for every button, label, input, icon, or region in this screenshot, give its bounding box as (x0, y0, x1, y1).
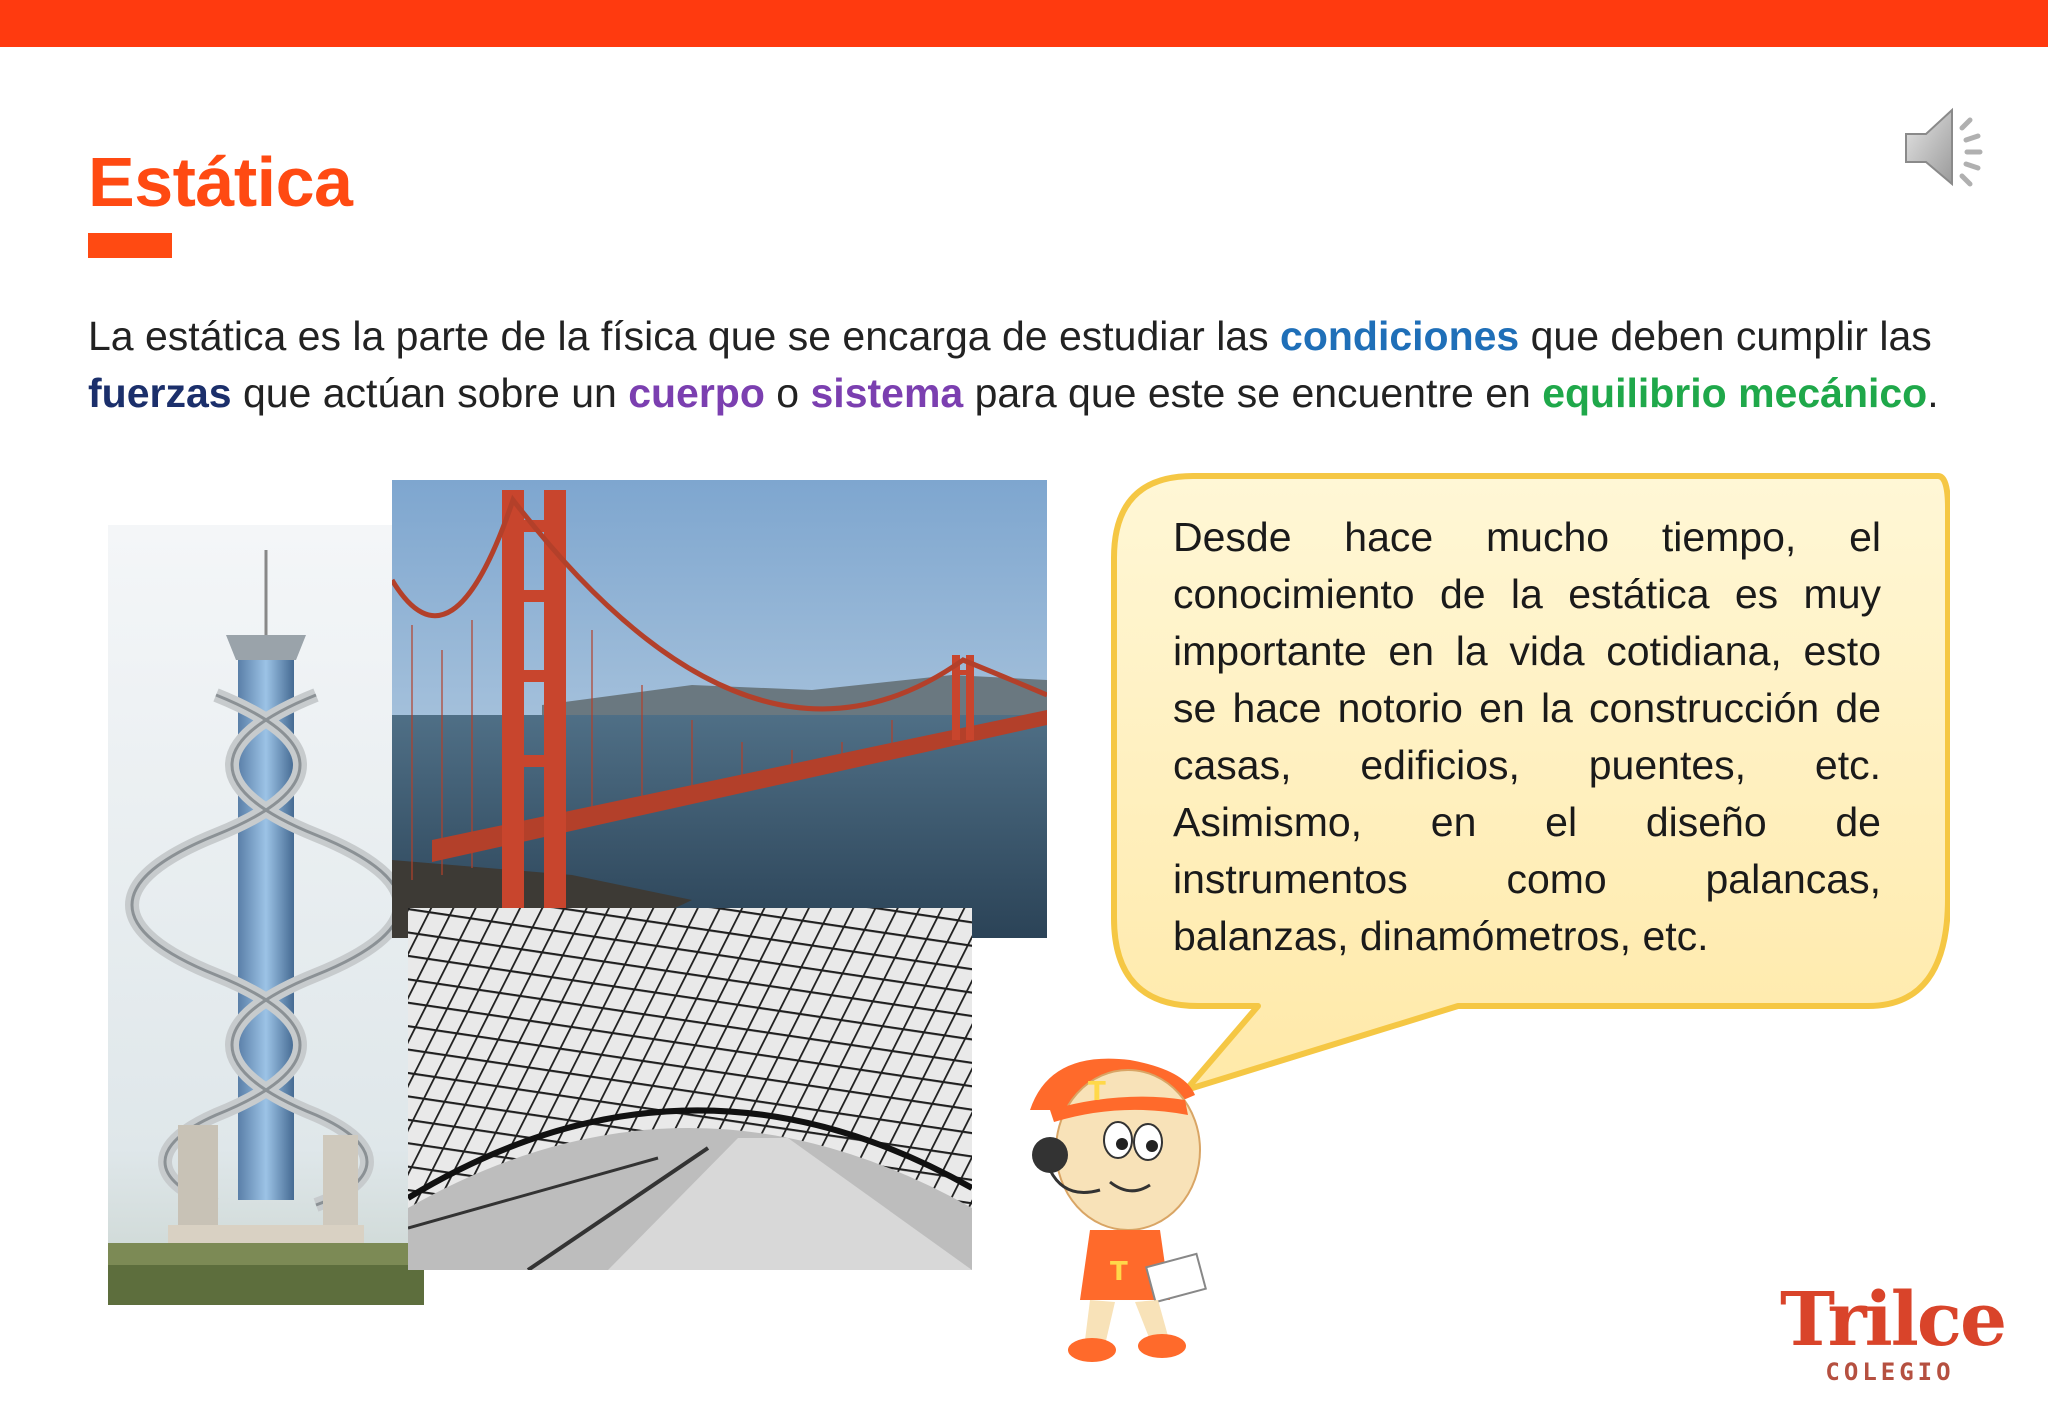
intro-text: que deben cumplir las (1519, 313, 1932, 359)
intro-text: . (1927, 370, 1939, 416)
bubble-text: Desde hace mucho tiempo, el conocimiento de la estática es muy importante en la vida cotidiana, esto se hace notorio en la construcción de casas, edificios, puentes, etc. Asimismo, en el diseño de instrumentos como palancas, balanzas, dinamómetros, etc. (1173, 514, 1881, 959)
keyword-fuerzas: fuerzas (88, 370, 232, 416)
title-underline (88, 233, 172, 258)
bridge-photo (392, 480, 1047, 938)
keyword-condiciones: condiciones (1280, 313, 1520, 359)
keyword-cuerpo: cuerpo (628, 370, 765, 416)
mascot-shirt-letter: T (1110, 1257, 1128, 1287)
intro-text: La estática es la parte de la física que se encarga de estudiar las (88, 313, 1281, 359)
slide-title: Estática (88, 143, 353, 221)
keyword-sistema: sistema (810, 370, 964, 416)
logo-subtitle: COLEGIO (1825, 1358, 1955, 1386)
mascot-character (1010, 1040, 1230, 1370)
lattice-dome-photo (408, 908, 972, 1270)
logo-word: Trilce (1780, 1277, 2006, 1363)
trilce-logo (1780, 1277, 2006, 1400)
intro-text: o (764, 370, 811, 416)
twisted-tower-photo (108, 525, 424, 1305)
keyword-equilibrio-mecanico: equilibrio mecánico (1542, 370, 1928, 416)
intro-paragraph (88, 308, 1988, 422)
top-accent-bar (0, 0, 2048, 47)
mascot-cap-letter: T (1088, 1077, 1106, 1107)
intro-text: que actúan sobre un (231, 370, 629, 416)
speaker-icon[interactable] (1900, 100, 2010, 200)
intro-text: para que este se encuentre en (963, 370, 1543, 416)
